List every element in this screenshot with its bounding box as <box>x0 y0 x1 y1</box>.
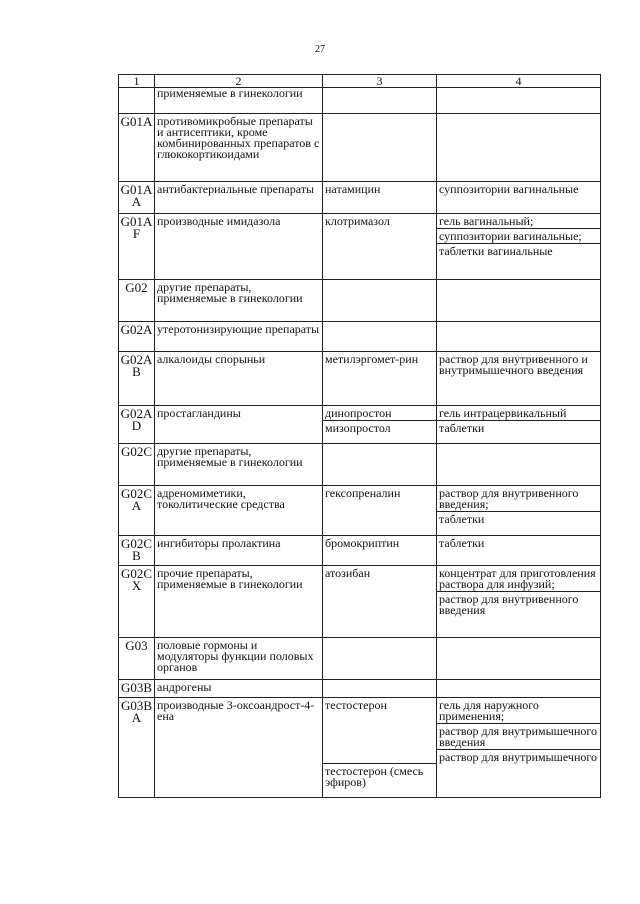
dosage-form <box>437 444 601 486</box>
atc-code: G02C A <box>119 486 155 536</box>
dosage-form: раствор для внутримышечного <box>437 749 600 764</box>
table-row <box>119 214 601 280</box>
drug-names <box>323 698 437 798</box>
dosage-forms <box>437 698 601 798</box>
drug-name: клотримазол <box>323 214 437 280</box>
table-row <box>119 566 601 638</box>
group-name: противомикробные препараты и антисептики, кроме комбинированных препаратов с глюкокортикоидами <box>155 114 323 182</box>
group-name: адреномиметики, токолитические средства <box>155 486 323 536</box>
atc-code: G01A F <box>119 214 155 280</box>
header-col-1: 1 <box>119 75 155 88</box>
atc-code: G02A D <box>119 406 155 444</box>
drug-name: гексопреналин <box>323 486 437 536</box>
table-row <box>119 322 601 352</box>
table-row <box>119 114 601 182</box>
atc-code: G02 <box>119 280 155 322</box>
drug-name: тестостерон <box>325 698 387 712</box>
atc-code: G03B <box>119 680 155 698</box>
dosage-form: таблетки <box>437 511 600 526</box>
atc-code: G02C X <box>119 566 155 638</box>
dosage-form <box>437 680 601 698</box>
dosage-forms <box>437 486 601 536</box>
table-row <box>119 280 601 322</box>
table-row <box>119 638 601 680</box>
dosage-form: таблетки вагинальные <box>437 243 600 258</box>
atc-code: G01A A <box>119 182 155 214</box>
group-name: производные имидазола <box>155 214 323 280</box>
drug-name: метилэргомет-рин <box>323 352 437 406</box>
table-row <box>119 486 601 536</box>
dosage-form <box>437 280 601 322</box>
drug-name: атозибан <box>323 566 437 638</box>
group-name: половые гормоны и модуляторы функции половых органов <box>155 638 323 680</box>
drug-name <box>323 280 437 322</box>
dosage-form: таблетки <box>437 420 600 435</box>
dosage-form: раствор для внутривенного введения <box>437 591 600 617</box>
dosage-form: суппозитории вагинальные <box>437 182 601 214</box>
dosage-form <box>437 638 601 680</box>
header-row <box>119 75 601 88</box>
header-col-2: 2 <box>155 75 323 88</box>
group-name: другие препараты, применяемые в гинекологии <box>155 280 323 322</box>
group-name: утеротонизирующие препараты <box>155 322 323 352</box>
table-row <box>119 406 601 444</box>
atc-code: G01A <box>119 114 155 182</box>
dosage-forms <box>437 406 601 444</box>
group-name: алкалоиды спорыньи <box>155 352 323 406</box>
drug-name: мизопростол <box>323 420 436 435</box>
dosage-form <box>437 322 601 352</box>
dosage-form: раствор для внутримышечного введения <box>437 723 600 749</box>
table-row <box>119 352 601 406</box>
drug-name <box>323 88 437 114</box>
group-name: применяемые в гинекологии <box>155 88 323 114</box>
dosage-form: гель для наружного применения; <box>439 698 539 723</box>
header-col-3: 3 <box>323 75 437 88</box>
drug-name <box>323 680 437 698</box>
table-row <box>119 182 601 214</box>
dosage-form <box>437 88 601 114</box>
table-row <box>119 88 601 114</box>
group-name: ингибиторы пролактина <box>155 536 323 566</box>
group-name: андрогены <box>155 680 323 698</box>
atc-code: G02C B <box>119 536 155 566</box>
drug-name: натамицин <box>323 182 437 214</box>
table-row <box>119 444 601 486</box>
dosage-form: раствор для внутривенного и внутримышечного введения <box>437 352 601 406</box>
header-col-4: 4 <box>437 75 601 88</box>
atc-code <box>119 88 155 114</box>
drug-name <box>323 322 437 352</box>
atc-code: G02A <box>119 322 155 352</box>
atc-code: G02A B <box>119 352 155 406</box>
drug-name <box>323 114 437 182</box>
atc-code: G02C <box>119 444 155 486</box>
group-name: антибактериальные препараты <box>155 182 323 214</box>
dosage-form <box>437 114 601 182</box>
group-name: производные 3-оксоандрост-4-ена <box>155 698 323 798</box>
table-row <box>119 536 601 566</box>
table-row <box>119 698 601 798</box>
table-row <box>119 680 601 698</box>
drug-name: динопростон <box>325 406 392 420</box>
dosage-forms <box>437 566 601 638</box>
drug-name <box>323 444 437 486</box>
drug-name: тестостерон (смесь эфиров) <box>323 763 436 789</box>
group-name: прочие препараты, применяемые в гинекологии <box>155 566 323 638</box>
drug-names <box>323 406 437 444</box>
atc-code: G03 <box>119 638 155 680</box>
group-name: простагландины <box>155 406 323 444</box>
dosage-form: суппозитории вагинальные; <box>437 228 600 243</box>
dosage-form: раствор для внутривенного введения; <box>439 486 579 511</box>
atc-code: G03B A <box>119 698 155 798</box>
dosage-forms <box>437 214 601 280</box>
page-number: 27 <box>315 44 325 55</box>
group-name: другие препараты, применяемые в гинекологии <box>155 444 323 486</box>
medication-table <box>118 74 601 798</box>
dosage-form: концентрат для приготовления раствора для инфузий; <box>439 566 596 591</box>
drug-name: бромокриптин <box>323 536 437 566</box>
dosage-form: таблетки <box>437 536 601 566</box>
dosage-form: гель вагинальный; <box>439 214 534 228</box>
dosage-form: гель интрацервикальный <box>439 406 567 420</box>
drug-name <box>323 638 437 680</box>
